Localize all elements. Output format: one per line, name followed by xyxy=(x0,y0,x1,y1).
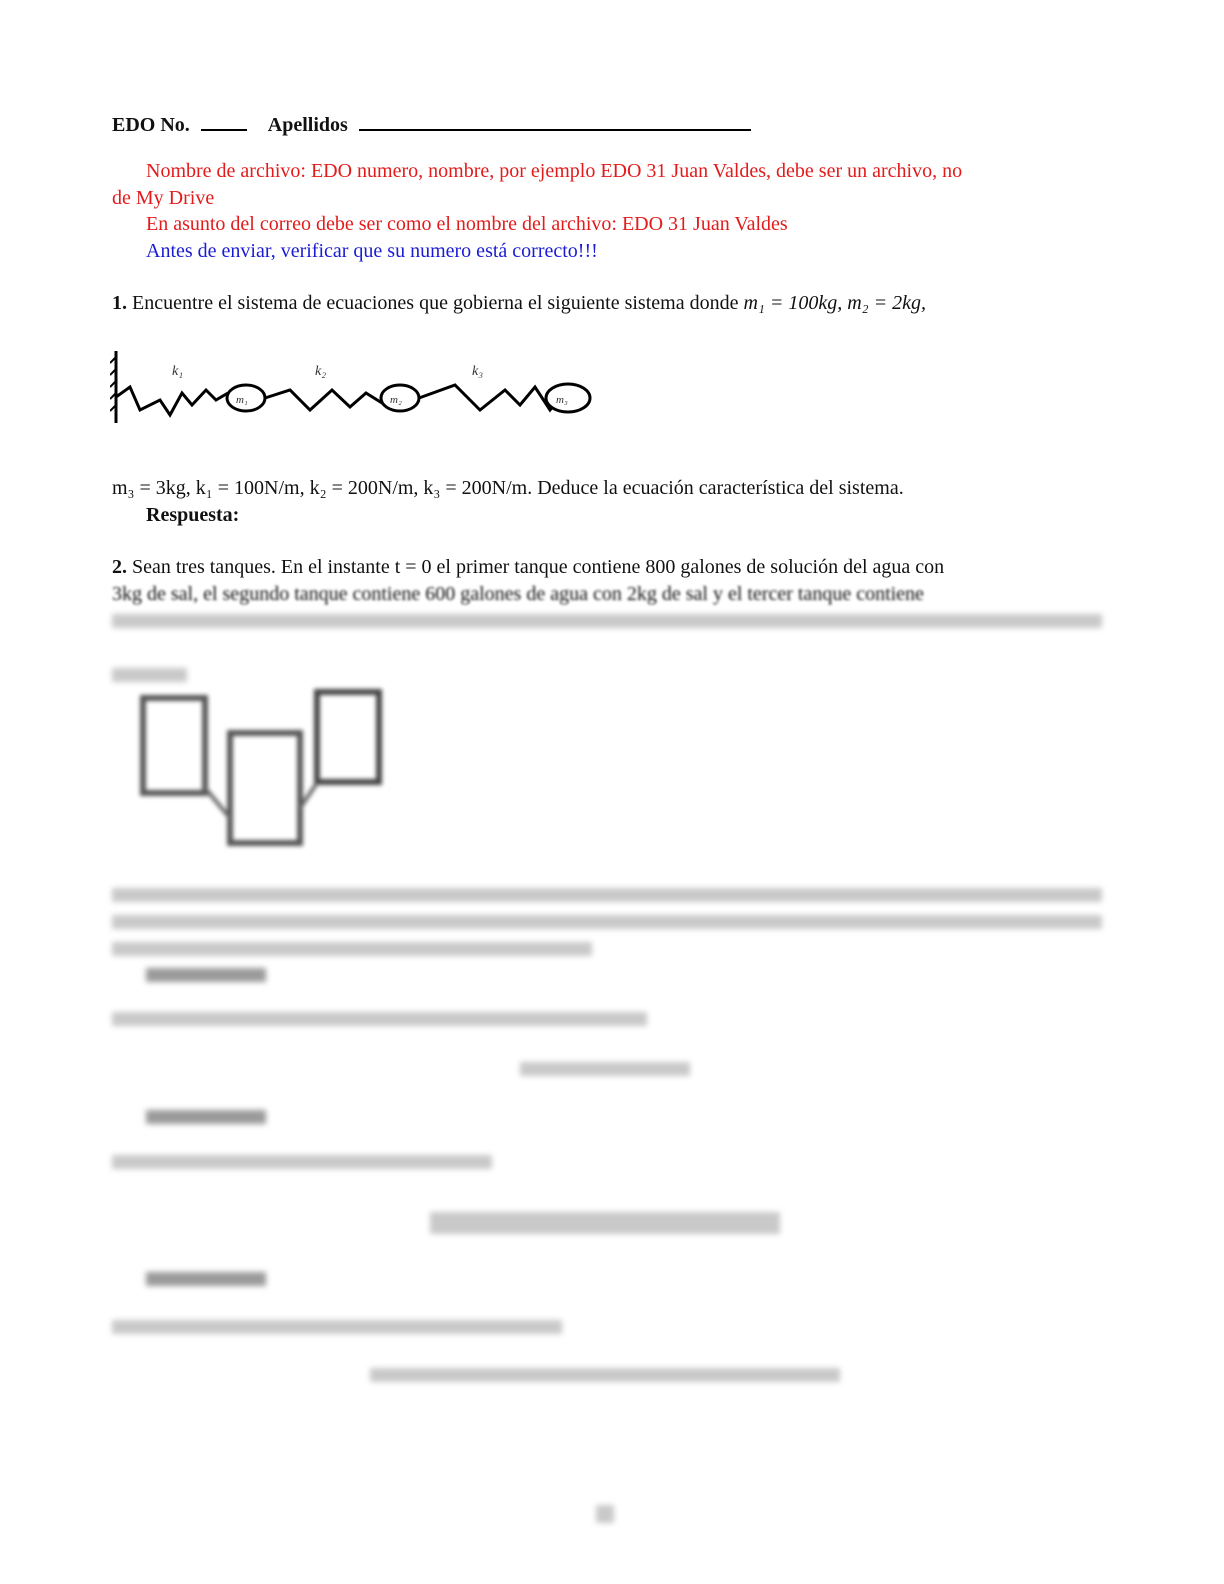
label-k3: k₃ xyxy=(472,364,484,379)
problem-1-answer-label: Respuesta: xyxy=(146,504,240,526)
edo-no-label: EDO No. xyxy=(112,114,190,136)
wall-icon xyxy=(110,351,116,423)
label-m2: m₂ xyxy=(390,394,402,406)
instruction-filename-cont: de My Drive xyxy=(112,187,215,209)
spring-k3 xyxy=(419,385,560,410)
problem-2-statement xyxy=(112,556,944,579)
header xyxy=(112,114,757,137)
spring-k2 xyxy=(265,390,390,410)
apellidos-field[interactable] xyxy=(359,129,751,131)
problem-2-text-line2: 3kg de sal, el segundo tanque contiene 600 galones de agua con 2kg de sal y el tercer tanque contiene xyxy=(112,583,924,605)
label-m1: m₁ xyxy=(236,394,248,406)
problem-2-number: 2. xyxy=(112,556,127,578)
mass-m3 xyxy=(546,384,590,412)
spring-mass-diagram xyxy=(110,345,600,430)
label-m3: m₃ xyxy=(556,394,568,406)
spring-k1 xyxy=(116,387,228,415)
label-k2: k₂ xyxy=(315,364,327,379)
problem-1-statement xyxy=(112,292,926,315)
edo-no-field[interactable] xyxy=(201,129,247,131)
label-k1: k₁ xyxy=(172,364,184,379)
problem-2-text: Sean tres tanques. En el instante t = 0 el primer tanque contiene 800 galones de solución del agua con xyxy=(132,556,945,578)
instruction-verify: Antes de enviar, verificar que su numero está correcto!!! xyxy=(146,240,598,262)
apellidos-label: Apellidos xyxy=(267,114,348,136)
m1-value: m₁ = 100kg, xyxy=(743,292,843,314)
problem-1-continued: m₃ = 3kg, k₁ = 100N/m, k₂ = 200N/m, k₃ = 200N/m. Deduce la ecuación característica del sistema. xyxy=(112,477,904,499)
instruction-filename: Nombre de archivo: EDO numero, nombre, por ejemplo EDO 31 Juan Valdes, debe ser un archivo, no xyxy=(146,160,963,182)
instruction-subject: En asunto del correo debe ser como el nombre del archivo: EDO 31 Juan Valdes xyxy=(146,213,788,235)
m2-value: m₂ = 2kg, xyxy=(847,292,927,314)
problem-1-number: 1. xyxy=(112,292,127,314)
tanks-diagram xyxy=(135,688,400,848)
problem-1-text: Encuentre el sistema de ecuaciones que gobierna el siguiente sistema donde xyxy=(132,292,739,314)
